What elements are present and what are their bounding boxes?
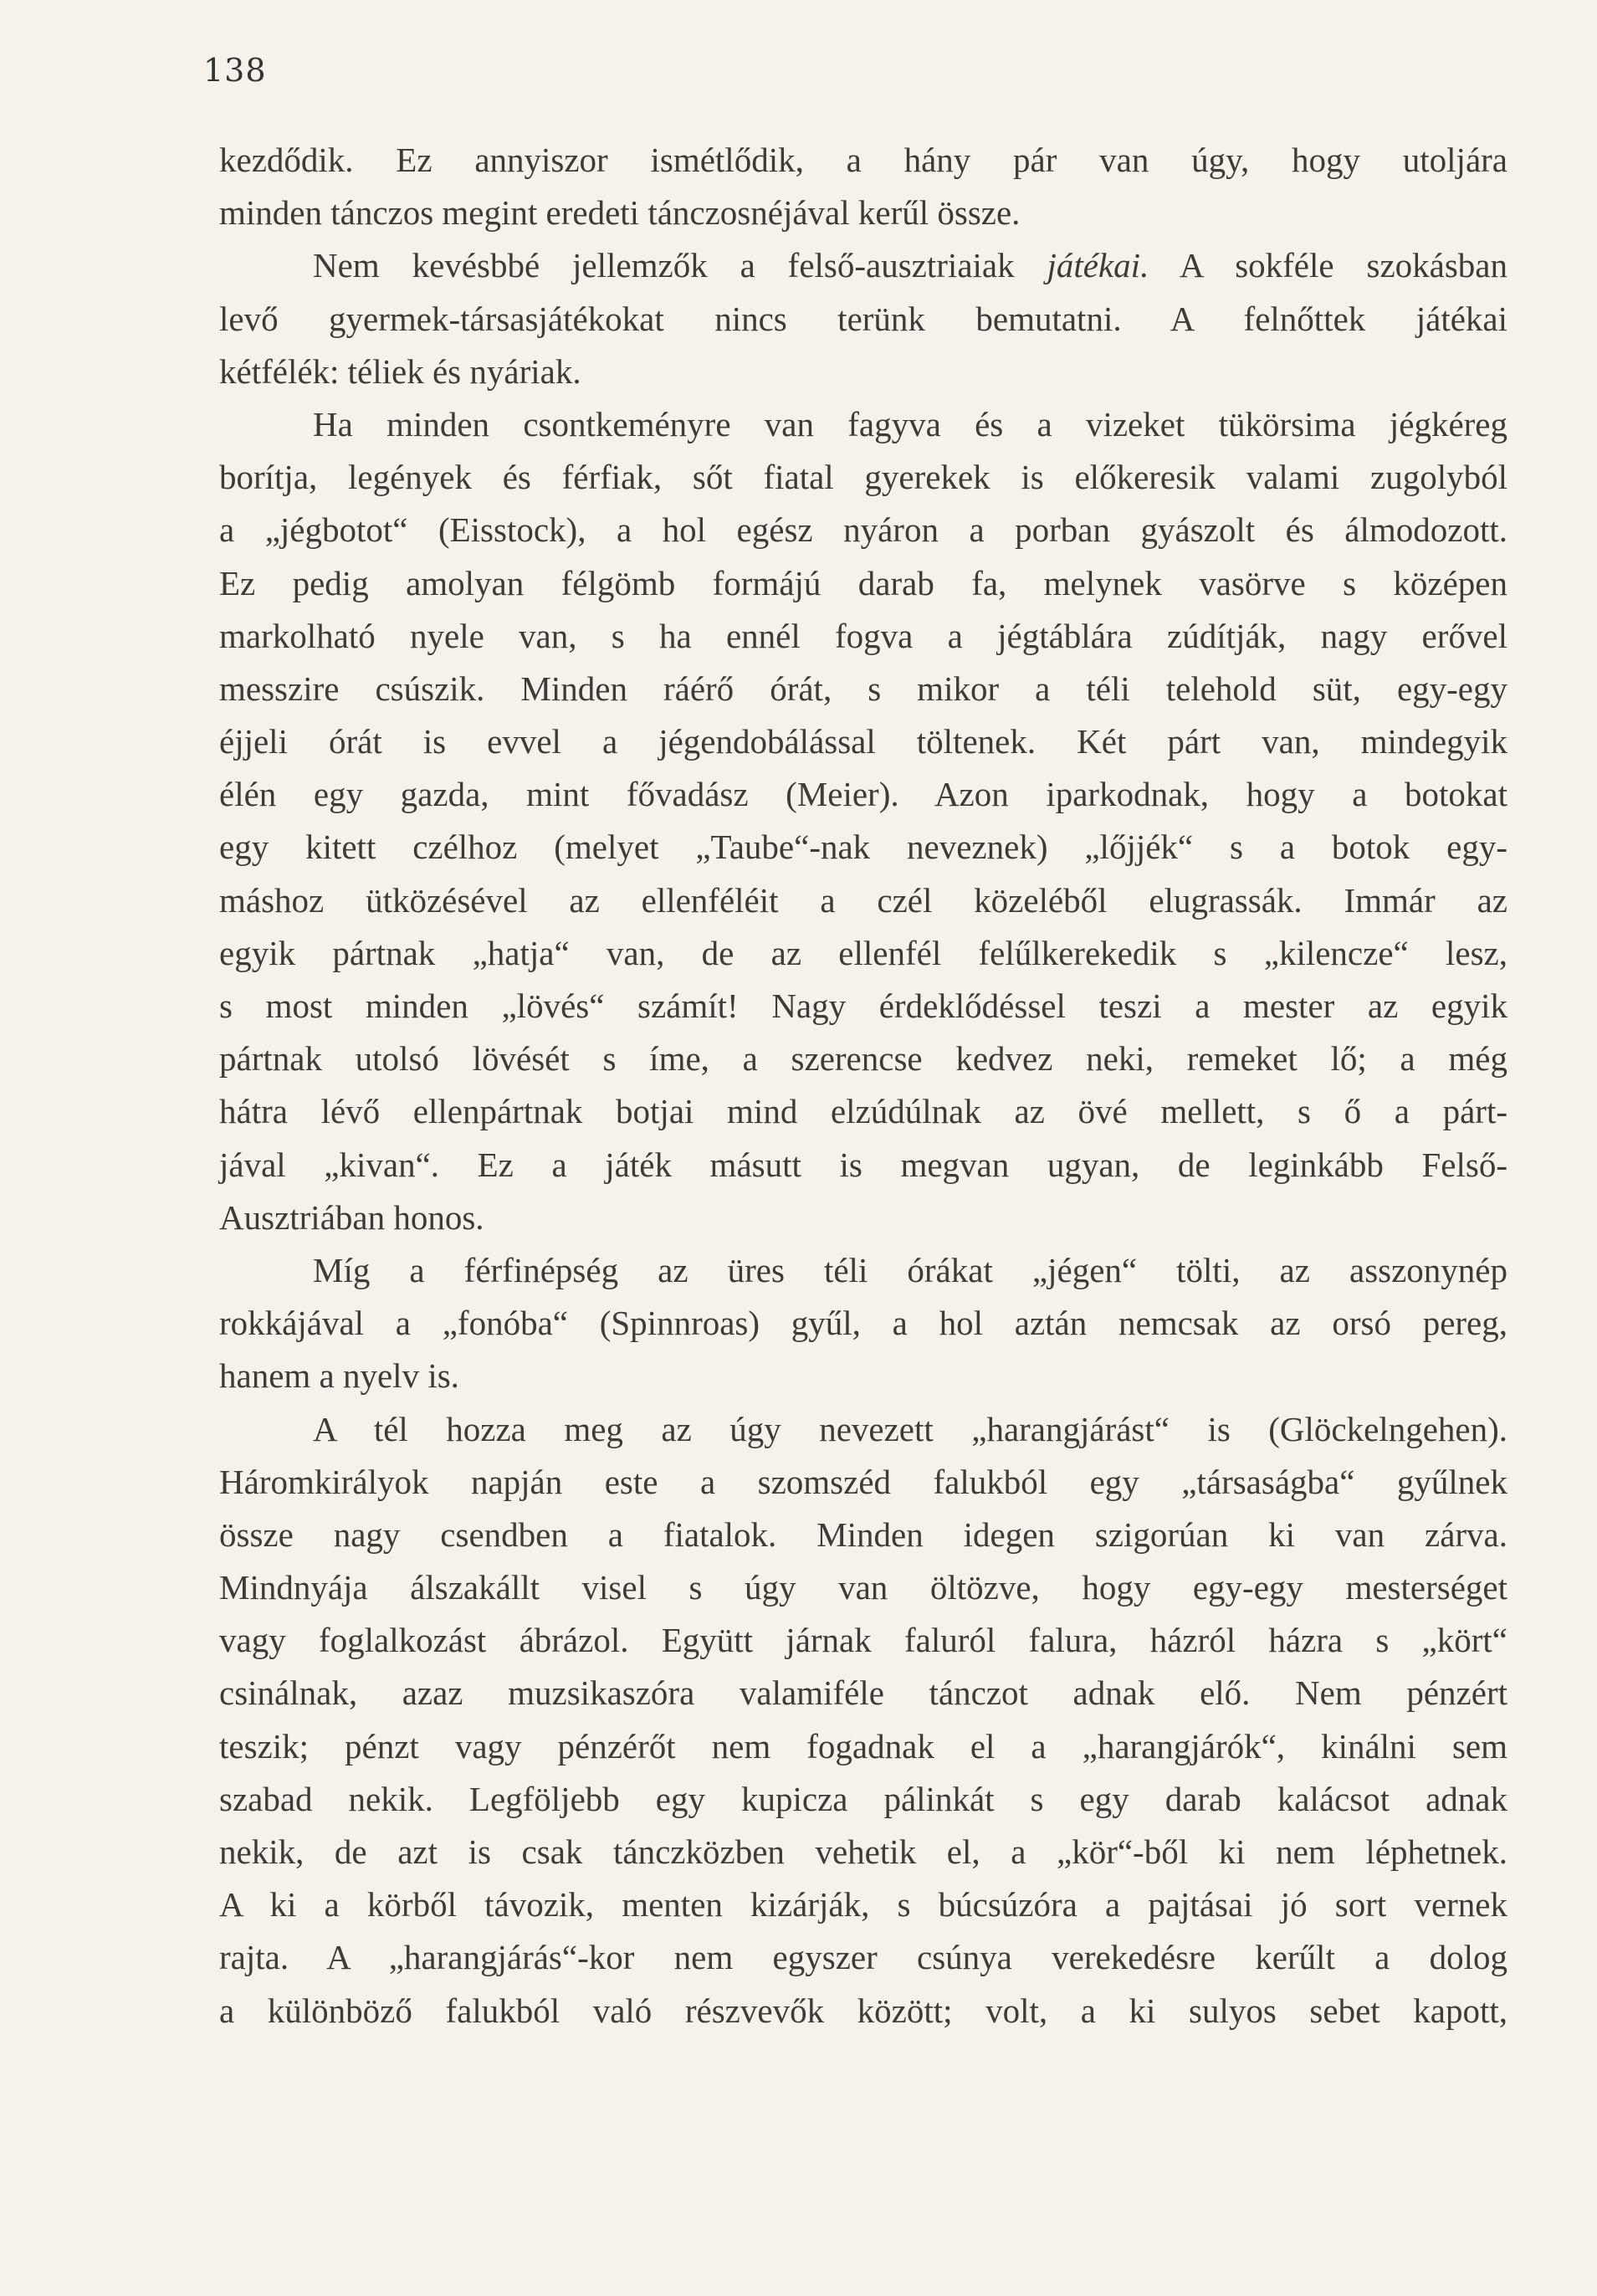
text-line: élén egy gazda, mint fővadász (Meier). Azon iparkodnak, hogy a botokat bbox=[219, 775, 1507, 814]
text-line: Háromkirályok napján este a szomszéd falukból egy „társaságba“ gyűlnek bbox=[219, 1462, 1507, 1501]
text-line: vagy foglalkozást ábrázol. Együtt járnak faluról falura, házról házra s „kört“ bbox=[219, 1621, 1507, 1660]
text-line: kétfélék: téliek és nyáriak. bbox=[219, 351, 581, 391]
page-number: 138 bbox=[203, 52, 267, 89]
text-line: borítja, legények és férfiak, sőt fiatal gyerekek is előkeresik valami zugolyból bbox=[219, 458, 1507, 497]
text-line: messzire csúszik. Minden ráérő órát, s mikor a téli telehold süt, egy-egy bbox=[219, 669, 1507, 708]
text-line: Ha minden csontkeményre van fagyva és a vizeket tükörsima jégkéreg bbox=[313, 404, 1507, 443]
text-line: pártnak utolsó lövését s íme, a szerencse kedvez neki, remeket lő; a még bbox=[219, 1039, 1507, 1079]
text-line: nekik, de azt is csak tánczközben vehetik el, a „kör“-ből ki nem léphetnek. bbox=[219, 1832, 1507, 1871]
text-line: markolható nyele van, s ha ennél fogva a jégtáblára zúdítják, nagy erővel bbox=[219, 616, 1507, 655]
text-line: hátra lévő ellenpártnak botjai mind elzúdúlnak az övé mellett, s ő a párt- bbox=[219, 1092, 1507, 1131]
text-line: a „jégbotot“ (Eisstock), a hol egész nyáron a porban gyászolt és álmodozott. bbox=[219, 510, 1507, 550]
text-line: A tél hozza meg az úgy nevezett „harangjárást“ is (Glöckelngehen). bbox=[313, 1409, 1507, 1448]
body-text bbox=[219, 134, 1507, 2037]
text-line: éjjeli órát is evvel a jégendobálással töltenek. Két párt van, mindegyik bbox=[219, 722, 1507, 761]
text-line: Nem kevésbbé jellemzők a felső-ausztriaiak játékai. A sokféle szokásban bbox=[313, 246, 1507, 285]
text-line: Míg a férfinépség az üres téli órákat „jégen“ tölti, az asszonynép bbox=[313, 1250, 1507, 1289]
text-line: teszik; pénzt vagy pénzérőt nem fogadnak el a „harangjárók“, kinálni sem bbox=[219, 1726, 1507, 1766]
text-line: a különböző falukból való részvevők között; volt, a ki sulyos sebet kapott, bbox=[219, 1991, 1507, 2030]
text-line: rajta. A „harangjárás“-kor nem egyszer csúnya verekedésre kerűlt a dolog bbox=[219, 1938, 1507, 1977]
text-line: csinálnak, azaz muzsikaszóra valamiféle tánczot adnak elő. Nem pénzért bbox=[219, 1673, 1507, 1713]
text-line: egy kitett czélhoz (melyet „Taube“-nak neveznek) „lőjjék“ s a botok egy- bbox=[219, 828, 1507, 867]
text-line: össze nagy csendben a fiatalok. Minden idegen szigorúan ki van zárva. bbox=[219, 1514, 1507, 1554]
text-line: rokkájával a „fonóba“ (Spinnroas) gyűl, a hol aztán nemcsak az orsó pereg, bbox=[219, 1304, 1507, 1343]
text-line: hanem a nyelv is. bbox=[219, 1356, 459, 1396]
text-line: levő gyermek-társasjátékokat nincs terünk bemutatni. A felnőttek játékai bbox=[219, 299, 1507, 338]
text-line: jával „kivan“. Ez a játék másutt is megvan ugyan, de leginkább Felső- bbox=[219, 1145, 1507, 1184]
text-line: minden tánczos megint eredeti tánczosnéjával kerűl össze. bbox=[219, 193, 1021, 233]
text-line: kezdődik. Ez annyiszor ismétlődik, a hány pár van úgy, hogy utoljára bbox=[219, 141, 1507, 179]
text-line: máshoz ütközésével az ellenféléit a czél közeléből elugrassák. Immár az bbox=[219, 880, 1507, 920]
italic-word: játékai. bbox=[1047, 246, 1149, 285]
text-line: szabad nekik. Legföljebb egy kupicza pálinkát s egy darab kalácsot adnak bbox=[219, 1779, 1507, 1818]
text-line: Ausztriában honos. bbox=[219, 1197, 484, 1237]
text-line: Ez pedig amolyan félgömb formájú darab fa, melynek vasörve s középen bbox=[219, 563, 1507, 602]
text-line: egyik pártnak „hatja“ van, de az ellenfél felűlkerekedik s „kilencze“ lesz, bbox=[219, 933, 1507, 972]
text-line: s most minden „lövés“ számít! Nagy érdeklődéssel teszi a mester az egyik bbox=[219, 987, 1507, 1025]
text-line: A ki a körből távozik, menten kizárják, s búcsúzóra a pajtásai jó sort vernek bbox=[219, 1885, 1507, 1924]
text-line: Mindnyája álszakállt visel s úgy van öltözve, hogy egy-egy mesterséget bbox=[219, 1568, 1507, 1607]
